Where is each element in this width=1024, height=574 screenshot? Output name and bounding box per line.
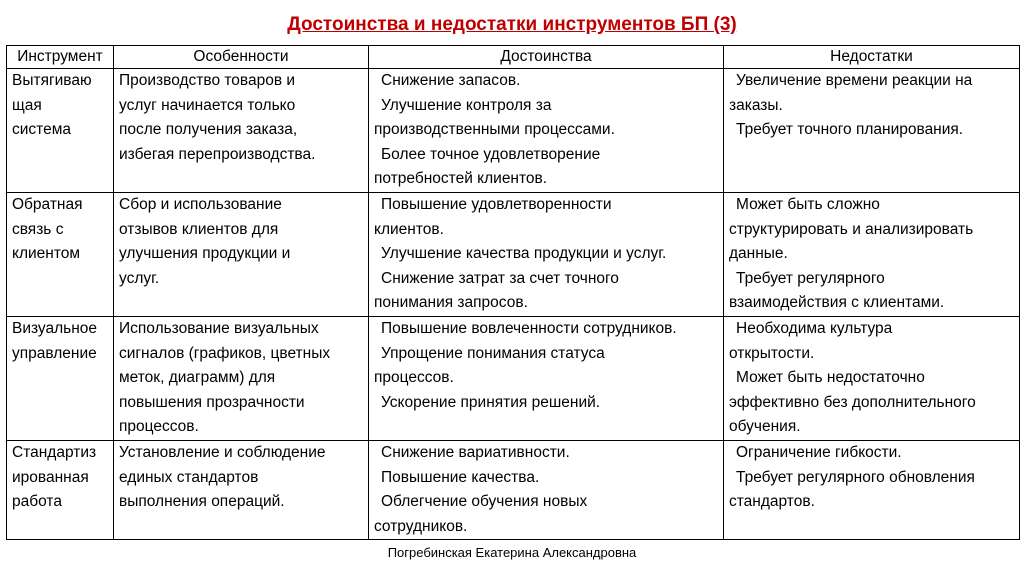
tool-cell [7, 316, 114, 440]
pros-line: производственными процессами. [374, 121, 615, 139]
cons-line: Ограничение гибкости. [736, 443, 902, 461]
tool-line: щая [12, 96, 42, 114]
cons-line: структурировать и анализировать [729, 220, 974, 238]
table-row [7, 69, 1020, 193]
pros-cell [369, 69, 724, 193]
features-line: выполнения операций. [119, 493, 285, 511]
cons-line: Требует регулярного обновления [736, 468, 975, 486]
tool-line: система [12, 121, 71, 139]
pros-line: Повышение удовлетворенности [381, 195, 612, 213]
header-cons: Недостатки [724, 46, 1020, 69]
features-line: услуг. [119, 269, 160, 287]
cons-cell [724, 316, 1020, 440]
tool-line: Обратная [12, 195, 83, 213]
pros-line: Более точное удовлетворение [381, 145, 601, 163]
features-line: Сбор и использование [119, 195, 282, 213]
features-line: процессов. [119, 418, 199, 436]
table-row [7, 440, 1020, 539]
features-line: после получения заказа, [119, 121, 298, 139]
pros-line: Ускорение принятия решений. [381, 393, 601, 411]
slide-title: Достоинства и недостатки инструментов БП (3) [287, 14, 737, 35]
pros-line: Облегчение обучения новых [381, 493, 588, 511]
table-header-row [7, 46, 1020, 69]
features-line: единых стандартов [119, 468, 259, 486]
comparison-table [6, 45, 1020, 540]
pros-line: Повышение качества. [381, 468, 540, 486]
features-line: повышения прозрачности [119, 393, 305, 411]
pros-line: Упрощение понимания статуса [381, 344, 605, 362]
cons-line: данные. [729, 245, 788, 263]
pros-line: потребностей клиентов. [374, 170, 548, 188]
tool-line: связь с [12, 220, 64, 238]
tool-cell [7, 69, 114, 193]
features-line: улучшения продукции и [119, 245, 291, 263]
features-cell [114, 192, 369, 316]
table-row [7, 316, 1020, 440]
cons-line: Требует регулярного [736, 269, 885, 287]
features-line: избегая перепроизводства. [119, 145, 316, 163]
tool-cell [7, 192, 114, 316]
tool-line: работа [12, 493, 62, 511]
cons-line: Требует точного планирования. [736, 121, 964, 139]
features-line: Установление и соблюдение [119, 443, 326, 461]
features-line: меток, диаграмм) для [119, 369, 276, 387]
cons-line: открытости. [729, 344, 815, 362]
cons-line: Увеличение времени реакции на [736, 72, 973, 89]
pros-line: Снижение вариативности. [381, 443, 570, 461]
pros-line: сотрудников. [374, 517, 468, 535]
cons-cell [724, 69, 1020, 193]
author-footer: Погребинская Екатерина Александровна [387, 545, 637, 560]
table-row [7, 192, 1020, 316]
pros-cell [369, 440, 724, 539]
features-line: Производство товаров и [119, 72, 296, 89]
pros-line: Снижение запасов. [381, 72, 521, 89]
cons-line: Необходима культура [736, 319, 893, 337]
pros-cell [369, 316, 724, 440]
pros-line: Снижение затрат за счет точного [381, 269, 619, 287]
tool-line: Вытягиваю [12, 72, 92, 89]
cons-cell [724, 192, 1020, 316]
cons-line: обучения. [729, 418, 801, 436]
cons-line: Может быть сложно [736, 195, 880, 213]
cons-line: стандартов. [729, 493, 815, 511]
pros-cell [369, 192, 724, 316]
header-features: Особенности [114, 46, 369, 69]
features-line: отзывов клиентов для [119, 220, 279, 238]
tool-line: Визуальное [12, 319, 98, 337]
tool-line: ированная [12, 468, 89, 486]
cons-line: взаимодействия с клиентами. [729, 294, 945, 312]
pros-line: Улучшение качества продукции и услуг. [381, 245, 667, 263]
cons-line: Может быть недостаточно [736, 369, 925, 387]
tool-line: управление [12, 344, 97, 362]
pros-line: процессов. [374, 369, 454, 387]
features-line: услуг начинается только [119, 96, 296, 114]
pros-line: понимания запросов. [374, 294, 528, 312]
pros-line: Улучшение контроля за [381, 96, 552, 114]
tool-cell [7, 440, 114, 539]
features-cell [114, 69, 369, 193]
pros-line: Повышение вовлеченности сотрудников. [381, 319, 677, 337]
tool-line: Стандартиз [12, 443, 97, 461]
cons-line: эффективно без дополнительного [729, 393, 976, 411]
tool-line: клиентом [12, 245, 81, 263]
cons-cell [724, 440, 1020, 539]
features-cell [114, 316, 369, 440]
features-line: Использование визуальных [119, 319, 319, 337]
header-tool: Инструмент [7, 46, 114, 69]
cons-line: заказы. [729, 96, 783, 114]
header-pros: Достоинства [369, 46, 724, 69]
pros-line: клиентов. [374, 220, 444, 238]
features-line: сигналов (графиков, цветных [119, 344, 331, 362]
features-cell [114, 440, 369, 539]
